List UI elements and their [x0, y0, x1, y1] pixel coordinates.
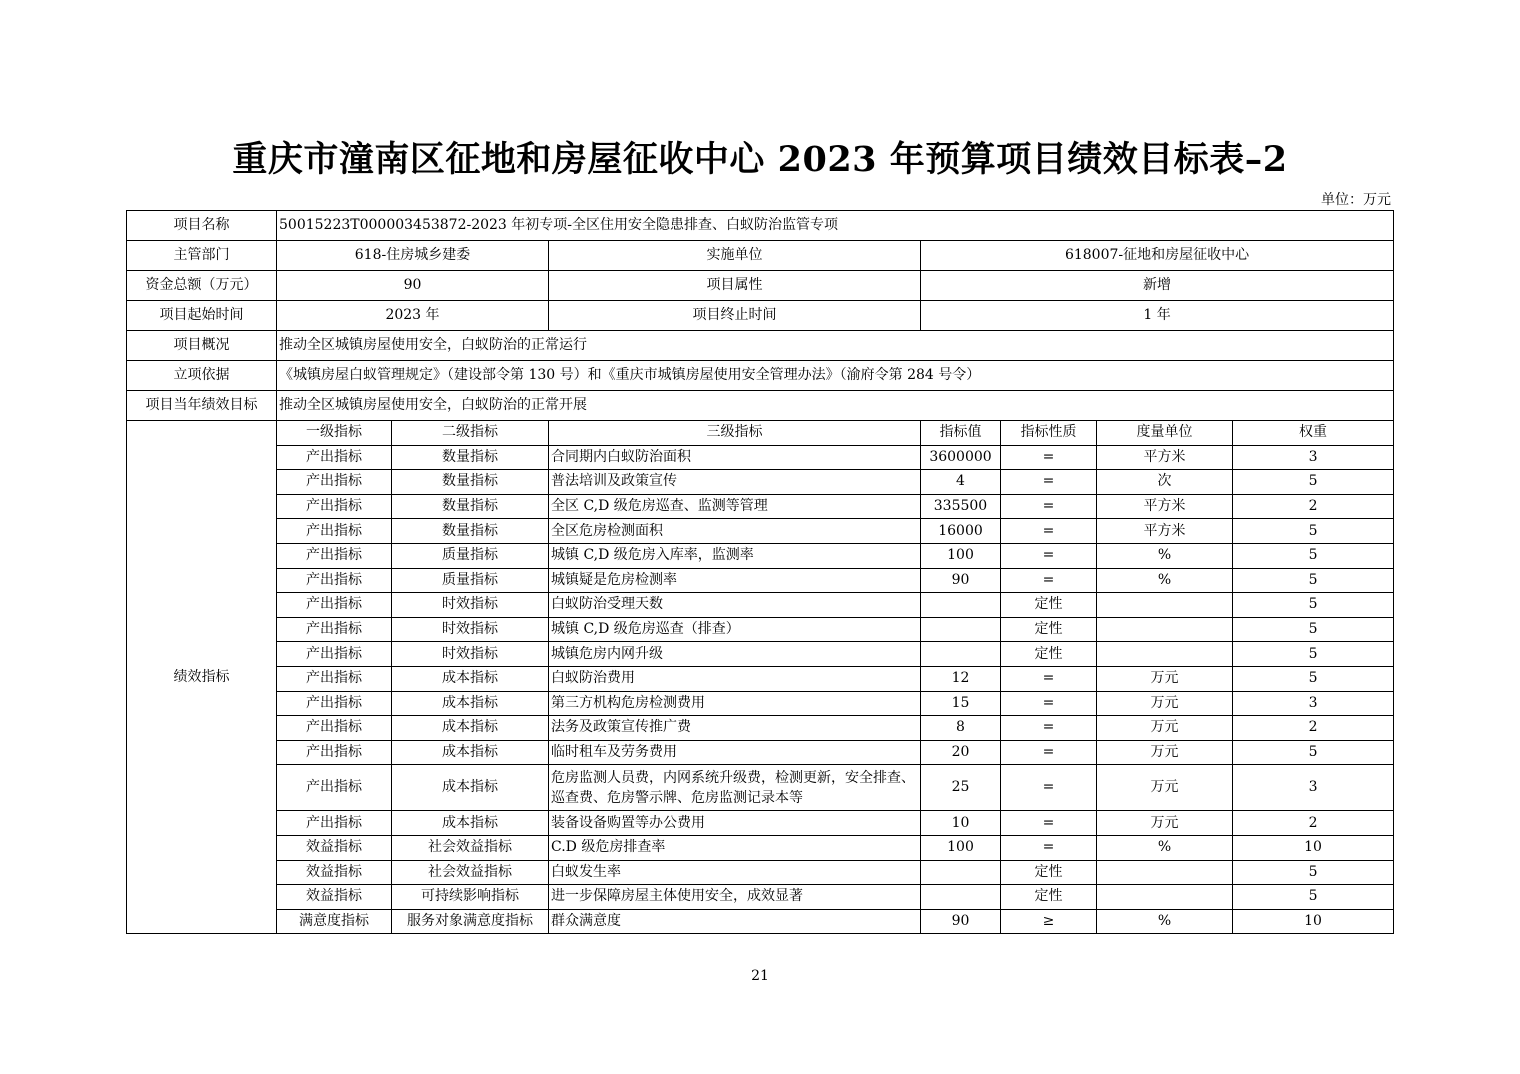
- indicator-row: [127, 568, 1394, 593]
- indicator-l2: 质量指标: [392, 568, 549, 593]
- indicator-value: 3600000: [921, 445, 1001, 470]
- indicator-l2: 数量指标: [392, 494, 549, 519]
- indicator-value: 335500: [921, 494, 1001, 519]
- indicator-l3: 全区危房检测面积: [549, 519, 921, 544]
- indicator-value: [921, 860, 1001, 885]
- indicator-l2: 数量指标: [392, 445, 549, 470]
- indicator-l2: 社会效益指标: [392, 835, 549, 860]
- indicator-row: [127, 519, 1394, 544]
- fund-row: [127, 271, 1394, 301]
- indicator-unit: 万元: [1097, 716, 1233, 741]
- indicator-l1: 产出指标: [277, 691, 392, 716]
- overview-row: [127, 331, 1394, 361]
- indicator-l3: C.D 级危房排查率: [549, 835, 921, 860]
- project-name-value: 50015223T000003453872-2023 年初专项-全区住用安全隐患排查、白蚁防治监管专项: [277, 211, 1394, 241]
- indicator-weight: 5: [1233, 543, 1394, 568]
- indicator-l2: 质量指标: [392, 543, 549, 568]
- indicator-l2: 时效指标: [392, 642, 549, 667]
- indicator-value: 15: [921, 691, 1001, 716]
- basis-row: [127, 361, 1394, 391]
- indicator-unit: 平方米: [1097, 519, 1233, 544]
- indicator-l3: 装备设备购置等办公费用: [549, 811, 921, 836]
- dept-label: 主管部门: [127, 241, 277, 271]
- indicator-unit: [1097, 642, 1233, 667]
- indicator-nature: =: [1001, 835, 1097, 860]
- end-value: 1 年: [921, 301, 1394, 331]
- indicator-nature: =: [1001, 691, 1097, 716]
- indicator-row: [127, 909, 1394, 934]
- indicator-unit: [1097, 860, 1233, 885]
- indicator-l3: 普法培训及政策宣传: [549, 470, 921, 495]
- indicator-nature: 定性: [1001, 885, 1097, 910]
- indicator-unit: 万元: [1097, 765, 1233, 811]
- indicator-row: [127, 617, 1394, 642]
- indicator-l1: 产出指标: [277, 716, 392, 741]
- indicator-unit: %: [1097, 835, 1233, 860]
- indicator-nature: =: [1001, 445, 1097, 470]
- col-header-l1: 一级指标: [277, 421, 392, 446]
- indicator-row: [127, 494, 1394, 519]
- indicator-nature: 定性: [1001, 860, 1097, 885]
- indicator-l1: 产出指标: [277, 543, 392, 568]
- indicator-weight: 10: [1233, 835, 1394, 860]
- indicator-unit: 平方米: [1097, 494, 1233, 519]
- indicator-nature: =: [1001, 470, 1097, 495]
- indicator-unit: [1097, 593, 1233, 618]
- indicator-l3: 危房监测人员费，内网系统升级费，检测更新，安全排查、巡查费、危房警示牌、危房监测记录本等: [549, 765, 921, 811]
- indicator-row: [127, 740, 1394, 765]
- indicator-value: 90: [921, 568, 1001, 593]
- indicator-row: [127, 811, 1394, 836]
- indicator-l1: 产出指标: [277, 445, 392, 470]
- indicator-value: 90: [921, 909, 1001, 934]
- indicator-nature: =: [1001, 494, 1097, 519]
- indicator-l3: 临时租车及劳务费用: [549, 740, 921, 765]
- indicator-unit: 次: [1097, 470, 1233, 495]
- attr-label: 项目属性: [549, 271, 921, 301]
- indicator-l2: 成本指标: [392, 666, 549, 691]
- indicator-l1: 产出指标: [277, 494, 392, 519]
- indicator-value: 8: [921, 716, 1001, 741]
- goal-value: 推动全区城镇房屋使用安全，白蚁防治的正常开展: [277, 391, 1394, 421]
- indicator-unit: [1097, 617, 1233, 642]
- indicator-weight: 5: [1233, 593, 1394, 618]
- indicator-row: [127, 666, 1394, 691]
- indicator-nature: 定性: [1001, 642, 1097, 667]
- indicator-row: [127, 445, 1394, 470]
- indicator-l3: 进一步保障房屋主体使用安全，成效显著: [549, 885, 921, 910]
- indicator-nature: 定性: [1001, 617, 1097, 642]
- indicator-weight: 5: [1233, 860, 1394, 885]
- indicator-value: [921, 593, 1001, 618]
- indicator-value: 16000: [921, 519, 1001, 544]
- indicator-l1: 产出指标: [277, 617, 392, 642]
- goal-label: 项目当年绩效目标: [127, 391, 277, 421]
- col-header-value: 指标值: [921, 421, 1001, 446]
- indicator-value: 12: [921, 666, 1001, 691]
- col-header-weight: 权重: [1233, 421, 1394, 446]
- dept-value: 618-住房城乡建委: [277, 241, 549, 271]
- unit-label: 单位：万元: [1321, 192, 1391, 208]
- indicator-unit: %: [1097, 568, 1233, 593]
- indicator-l1: 满意度指标: [277, 909, 392, 934]
- indicator-nature: =: [1001, 716, 1097, 741]
- project-name-label: 项目名称: [127, 211, 277, 241]
- indicator-l2: 成本指标: [392, 716, 549, 741]
- col-header-l3: 三级指标: [549, 421, 921, 446]
- indicator-section-label: 绩效指标: [127, 421, 277, 934]
- indicator-l1: 产出指标: [277, 593, 392, 618]
- performance-table: [126, 210, 1394, 934]
- indicator-l3: 城镇 C,D 级危房巡查（排查）: [549, 617, 921, 642]
- indicator-l1: 产出指标: [277, 765, 392, 811]
- indicator-unit: 平方米: [1097, 445, 1233, 470]
- indicator-weight: 5: [1233, 666, 1394, 691]
- indicator-weight: 5: [1233, 568, 1394, 593]
- indicator-l2: 时效指标: [392, 593, 549, 618]
- indicator-l1: 产出指标: [277, 470, 392, 495]
- dept-row: [127, 241, 1394, 271]
- indicator-row: [127, 543, 1394, 568]
- indicator-l2: 数量指标: [392, 519, 549, 544]
- indicator-unit: %: [1097, 909, 1233, 934]
- indicator-l2: 时效指标: [392, 617, 549, 642]
- overview-label: 项目概况: [127, 331, 277, 361]
- indicator-weight: 10: [1233, 909, 1394, 934]
- indicator-l3: 全区 C,D 级危房巡查、监测等管理: [549, 494, 921, 519]
- indicator-l2: 服务对象满意度指标: [392, 909, 549, 934]
- indicator-weight: 3: [1233, 691, 1394, 716]
- indicator-value: [921, 642, 1001, 667]
- indicator-l3: 城镇危房内网升级: [549, 642, 921, 667]
- indicator-l3: 第三方机构危房检测费用: [549, 691, 921, 716]
- fund-value: 90: [277, 271, 549, 301]
- indicator-row: [127, 470, 1394, 495]
- indicator-value: 25: [921, 765, 1001, 811]
- indicator-value: 20: [921, 740, 1001, 765]
- indicator-weight: 2: [1233, 716, 1394, 741]
- indicator-unit: [1097, 885, 1233, 910]
- indicator-nature: =: [1001, 519, 1097, 544]
- indicator-nature: =: [1001, 740, 1097, 765]
- indicator-row: [127, 835, 1394, 860]
- indicator-weight: 5: [1233, 519, 1394, 544]
- indicator-l2: 成本指标: [392, 691, 549, 716]
- end-label: 项目终止时间: [549, 301, 921, 331]
- indicator-l1: 产出指标: [277, 811, 392, 836]
- indicator-l2: 可持续影响指标: [392, 885, 549, 910]
- page-title: 重庆市潼南区征地和房屋征收中心 2023 年预算项目绩效目标表–2: [232, 139, 1288, 180]
- indicator-l1: 产出指标: [277, 740, 392, 765]
- impl-value: 618007-征地和房屋征收中心: [921, 241, 1394, 271]
- indicator-l1: 效益指标: [277, 860, 392, 885]
- indicator-row: [127, 691, 1394, 716]
- page-number: 21: [751, 968, 769, 984]
- indicator-l3: 城镇疑是危房检测率: [549, 568, 921, 593]
- overview-value: 推动全区城镇房屋使用安全，白蚁防治的正常运行: [277, 331, 1394, 361]
- indicator-row: [127, 885, 1394, 910]
- indicator-value: 100: [921, 543, 1001, 568]
- indicator-value: 4: [921, 470, 1001, 495]
- indicator-l3: 白蚁防治受理天数: [549, 593, 921, 618]
- indicator-nature: =: [1001, 765, 1097, 811]
- indicator-l3: 城镇 C,D 级危房入库率，监测率: [549, 543, 921, 568]
- indicator-row: [127, 765, 1394, 811]
- indicator-l3: 白蚁发生率: [549, 860, 921, 885]
- col-header-unit: 度量单位: [1097, 421, 1233, 446]
- indicator-l2: 社会效益指标: [392, 860, 549, 885]
- time-row: [127, 301, 1394, 331]
- impl-label: 实施单位: [549, 241, 921, 271]
- indicator-l1: 产出指标: [277, 642, 392, 667]
- attr-value: 新增: [921, 271, 1394, 301]
- indicator-l3: 白蚁防治费用: [549, 666, 921, 691]
- indicator-l1: 产出指标: [277, 568, 392, 593]
- indicator-weight: 2: [1233, 494, 1394, 519]
- project-name-row: [127, 211, 1394, 241]
- indicator-unit: %: [1097, 543, 1233, 568]
- indicator-weight: 3: [1233, 445, 1394, 470]
- indicator-unit: 万元: [1097, 740, 1233, 765]
- basis-label: 立项依据: [127, 361, 277, 391]
- indicator-l2: 成本指标: [392, 811, 549, 836]
- start-value: 2023 年: [277, 301, 549, 331]
- indicator-weight: 2: [1233, 811, 1394, 836]
- indicator-weight: 5: [1233, 885, 1394, 910]
- start-label: 项目起始时间: [127, 301, 277, 331]
- indicator-unit: 万元: [1097, 691, 1233, 716]
- indicator-value: 10: [921, 811, 1001, 836]
- indicator-unit: 万元: [1097, 811, 1233, 836]
- indicator-weight: 5: [1233, 470, 1394, 495]
- indicator-nature: =: [1001, 568, 1097, 593]
- goal-row: [127, 391, 1394, 421]
- indicator-row: [127, 716, 1394, 741]
- col-header-nature: 指标性质: [1001, 421, 1097, 446]
- indicator-nature: =: [1001, 811, 1097, 836]
- indicator-l2: 成本指标: [392, 740, 549, 765]
- indicator-weight: 5: [1233, 617, 1394, 642]
- basis-value: 《城镇房屋白蚁管理规定》（建设部令第 130 号）和《重庆市城镇房屋使用安全管理办法》（渝府令第 284 号令）: [277, 361, 1394, 391]
- indicator-weight: 3: [1233, 765, 1394, 811]
- indicator-weight: 5: [1233, 740, 1394, 765]
- col-header-l2: 二级指标: [392, 421, 549, 446]
- indicator-row: [127, 642, 1394, 667]
- indicator-value: 100: [921, 835, 1001, 860]
- indicator-l1: 产出指标: [277, 519, 392, 544]
- indicator-nature: =: [1001, 543, 1097, 568]
- indicator-value: [921, 617, 1001, 642]
- indicator-nature: 定性: [1001, 593, 1097, 618]
- indicator-l1: 产出指标: [277, 666, 392, 691]
- indicator-l2: 数量指标: [392, 470, 549, 495]
- indicator-l3: 群众满意度: [549, 909, 921, 934]
- indicator-l1: 效益指标: [277, 885, 392, 910]
- indicator-l3: 合同期内白蚁防治面积: [549, 445, 921, 470]
- indicator-nature: =: [1001, 666, 1097, 691]
- indicator-unit: 万元: [1097, 666, 1233, 691]
- indicator-l1: 效益指标: [277, 835, 392, 860]
- indicator-header-row: [127, 421, 1394, 446]
- indicator-l3: 法务及政策宣传推广费: [549, 716, 921, 741]
- indicator-value: [921, 885, 1001, 910]
- indicator-nature: ≥: [1001, 909, 1097, 934]
- indicator-l2: 成本指标: [392, 765, 549, 811]
- indicator-row: [127, 860, 1394, 885]
- fund-label: 资金总额（万元）: [127, 271, 277, 301]
- indicator-row: [127, 593, 1394, 618]
- indicator-weight: 5: [1233, 642, 1394, 667]
